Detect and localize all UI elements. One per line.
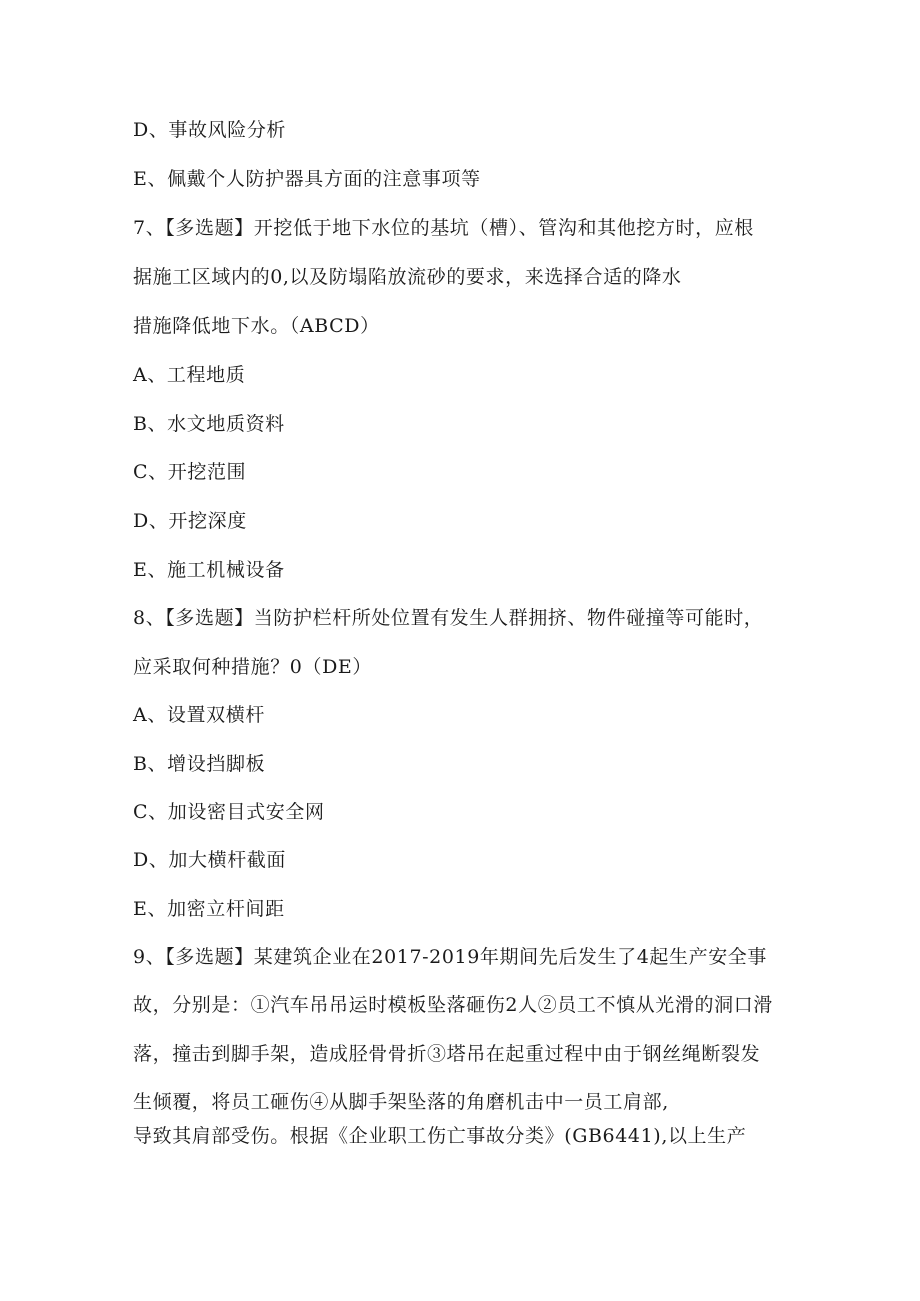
q7-stem-line-3: 措施降低地下水。（ABCD）	[133, 315, 380, 337]
q7-option-c: C、开挖范围	[133, 461, 247, 483]
q9-stem-line-5: 导致其肩部受伤。根据《企业职工伤亡事故分类》(GB6441),以上生产	[133, 1125, 747, 1147]
q9-stem-line-1: 9、【多选题】某建筑企业在2017-2019年期间先后发生了4起生产安全事	[133, 946, 768, 968]
q8-option-b: B、增设挡脚板	[133, 753, 266, 775]
q8-option-a: A、设置双横杆	[133, 704, 265, 726]
q7-option-e: E、施工机械设备	[133, 559, 285, 581]
q7-stem-line-1: 7、【多选题】开挖低于地下水位的基坑（槽）、管沟和其他挖方时，应根	[133, 217, 754, 239]
q8-option-c: C、加设密目式安全网	[133, 801, 325, 823]
prev-option-d: D、事故风险分析	[133, 119, 287, 141]
q8-option-d: D、加大横杆截面	[133, 849, 287, 871]
q8-stem-line-2: 应采取何种措施？0（DE）	[133, 656, 372, 678]
q9-stem-line-3: 落，撞击到脚手架，造成胫骨骨折③塔吊在起重过程中由于钢丝绳断裂发	[133, 1043, 761, 1065]
q8-stem-line-1: 8、【多选题】当防护栏杆所处位置有发生人群拥挤、物件碰撞等可能时，	[133, 607, 764, 629]
q9-stem-line-2: 故，分别是：①汽车吊吊运时模板坠落砸伤2人②员工不慎从光滑的洞口滑	[133, 994, 773, 1016]
q7-stem-line-2: 据施工区域内的0,以及防塌陷放流砂的要求，来选择合适的降水	[133, 266, 682, 288]
q7-option-a: A、工程地质	[133, 364, 246, 386]
q7-option-b: B、水文地质资料	[133, 413, 285, 435]
q8-option-e: E、加密立杆间距	[133, 898, 285, 920]
q7-option-d: D、开挖深度	[133, 510, 247, 532]
prev-option-e: E、佩戴个人防护器具方面的注意事项等	[133, 168, 481, 190]
q9-stem-line-4: 生倾覆，将员工砸伤④从脚手架坠落的角磨机击中一员工肩部,	[133, 1091, 669, 1113]
